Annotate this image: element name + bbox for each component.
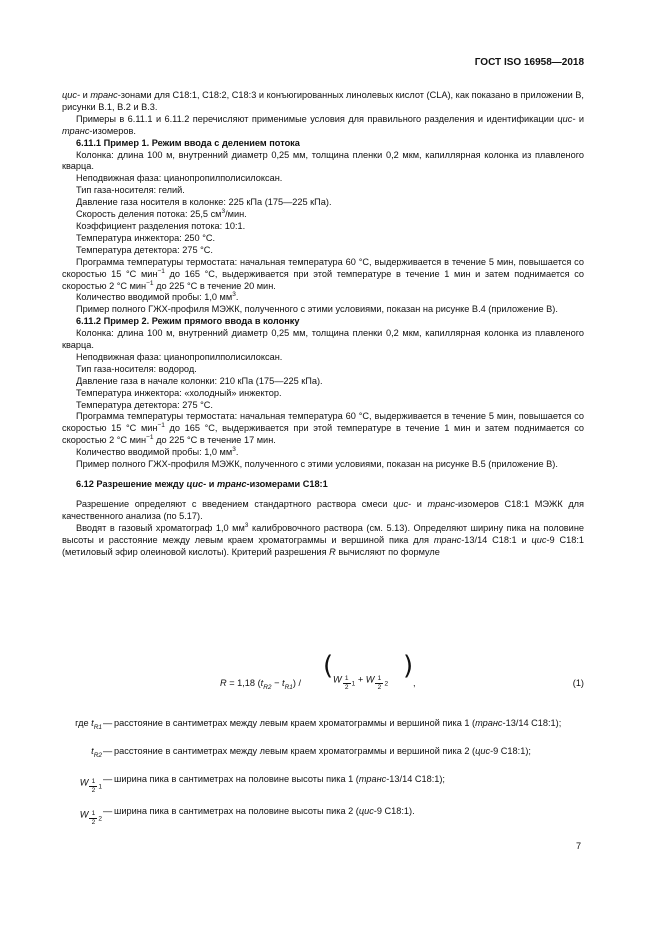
paragraph: Программа температуры термостата: начальная температура 60 °С, выдерживается в течение 5 мин, повышается со скоростью 15 °С мин$^{-1}$ до 165 °С, выдерживается при этой температуре в течение 1 мин и затем поднимается со скоростью 2 °С мин$^{-1}$ до 225 °С в течение 20 мин.: [62, 256, 584, 291]
paragraph: цис- и транс-зонами для C18:1, C18:2, C18:3 и конъюгированных линолевых кислот (CLA), как показано в приложении B, рисунки B.1, B.2 и B.3.: [62, 90, 584, 112]
page-number: 7: [576, 841, 582, 851]
paragraph: Неподвижная фаза: цианопропилполисилоксан.: [76, 173, 283, 184]
document-header: ГОСТ ISO 16958—2018: [474, 57, 584, 68]
section-heading: 6.11.2 Пример 2. Режим прямого ввода в колонку: [76, 316, 300, 327]
formula-eq: =: [229, 678, 235, 688]
paragraph: Пример полного ГЖХ-профиля МЭЖК, полученного с этими условиями, показан на рисунке B.4 (приложение B).: [76, 304, 558, 315]
paragraph: Количество вводимой пробы: 1,0 $мм^3$.: [76, 291, 239, 303]
paragraph: Примеры в 6.11.1 и 6.11.2 перечисляют применимые условия для правильного разделения и идентификации цис- и транс-изомеров.: [62, 113, 584, 136]
paragraph: Давление газа в начале колонки: 210 кПа (175—225 кПа).: [76, 375, 323, 386]
paragraph: Колонка: длина 100 м, внутренний диаметр 0,25 мм, толщина пленки 0,2 мкм, капиллярная колонка из плавленого кварца.: [62, 328, 584, 351]
paragraph: Температура детектора: 275 °С.: [76, 399, 213, 410]
paragraph: Тип газа-носителя: водород.: [76, 363, 197, 374]
paragraph: Разрешение определяют с введением стандартного раствора смеси цис- и транс-изомеров C18:1 МЭЖК для качественного анализа (по 5.17).: [62, 498, 585, 521]
paragraph: Количество вводимой пробы: 1,0 $мм^3$.: [76, 446, 239, 458]
paragraph: Давление газа носителя в колонке: 225 кПа (175—225 кПа).: [76, 197, 332, 208]
paragraph: Неподвижная фаза: цианопропилполисилоксан.: [76, 351, 283, 362]
definition-text: ширина пика в сантиметрах на половине высоты пика 2 (цис-9 C18:1).: [114, 806, 415, 816]
paragraph: Программа температуры термостата: начальная температура 60 °С, выдерживается в течение 5 мин, повышается со скоростью 15 °С мин$^{-1}$ до 165 °С, выдерживается при этой температуре в течение 1 мин и затем поднимается со скоростью 2 °С мин$^{-1}$ до 225 °С в течение 17 мин.: [62, 411, 584, 446]
definition-text: расстояние в сантиметрах между левым краем хроматограммы и вершиной пика 1 (транс-13/14 C18:1);: [114, 718, 562, 728]
formula-lhs: R: [220, 678, 227, 688]
spacer: [62, 491, 584, 499]
formula-number: (1): [572, 678, 584, 688]
paragraph: Температура инжектора: «холодный» инжектор.: [76, 387, 282, 398]
paragraph: Температура инжектора: 250 °С.: [76, 232, 216, 243]
body-text: [62, 90, 584, 558]
paragraph: Колонка: длина 100 м, внутренний диаметр 0,25 мм, толщина пленки 0,2 мкм, капиллярная колонка из плавленого кварца.: [62, 149, 584, 172]
definition-text: расстояние в сантиметрах между левым краем хроматограммы и вершиной пика 2 (цис-9 C18:1);: [114, 746, 531, 756]
paragraph: Вводят в газовый хроматограф 1,0 $мм^3$ калибровочного раствора (см. 5.13). Определяют ширину пика на половине высоты и расстояние между левым краем хроматограммы и вершиной пика для транс-13/14 C18:1 и цис-9 C18:1 (метиловый эфир олеиновой кислоты). Критерий разрешения R вычисляют по формуле: [62, 521, 585, 557]
paragraph: Пример полного ГЖХ-профиля МЭЖК, полученного с этими условиями, показан на рисунке B.5 (приложение B).: [76, 459, 558, 470]
section-heading: 6.12 Разрешение между цис- и транс-изомерами С18:1: [76, 479, 328, 489]
paragraph: Тип газа-носителя: гелий.: [76, 185, 185, 196]
resolution-formula: R = 1,18 $(t_{R2} - t_{R1})$ / ( W $\frac{1}{2}$ $_1$ + W $\frac{1}{2}$ $_2$ ) , (1): [220, 651, 584, 691]
definition-text: ширина пика в сантиметрах на половине высоты пика 1 (транс-13/14 C18:1);: [114, 774, 445, 784]
formula-coef: 1,18: [237, 678, 256, 688]
paragraph: Температура детектора: 275 °С.: [76, 244, 213, 255]
paragraph: Скорость деления потока: 25,5 $см^3$/мин.: [76, 208, 247, 220]
section-heading: 6.11.1 Пример 1. Режим ввода с делением потока: [76, 137, 300, 148]
paragraph: Коэффициент разделения потока: 10:1.: [76, 220, 246, 231]
spacer: [62, 471, 584, 479]
